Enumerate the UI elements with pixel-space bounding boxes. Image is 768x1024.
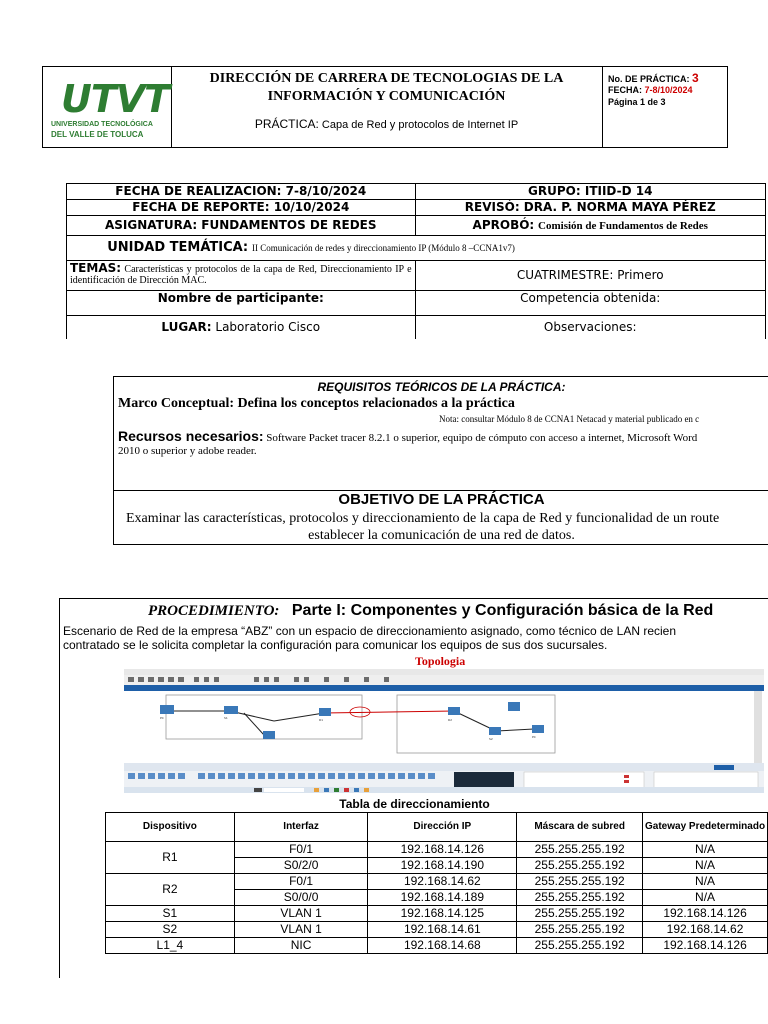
- temas-label: TEMAS:: [70, 261, 122, 275]
- gateway-cell: N/A: [643, 842, 768, 858]
- logo-line-1: UNIVERSIDAD TECNOLÓGICA: [51, 121, 153, 128]
- observaciones: Observaciones:: [415, 316, 766, 339]
- interface-cell: F0/1: [234, 842, 368, 858]
- asignatura: ASIGNATURA: FUNDAMENTOS DE REDES: [67, 216, 416, 236]
- info-row: [67, 316, 766, 339]
- practice-meta: [602, 67, 729, 147]
- interface-cell: NIC: [234, 938, 368, 954]
- aprobo: [415, 216, 766, 236]
- fecha-reporte: FECHA DE REPORTE: 10/10/2024: [67, 200, 416, 216]
- reviso: REVISÓ: DRA. P. NORMA MAYA PÉREZ: [415, 200, 766, 216]
- practica-label: PRÁCTICA:: [254, 117, 319, 131]
- mask-cell: 255.255.255.192: [517, 906, 643, 922]
- gateway-cell: N/A: [643, 858, 768, 874]
- aprobo-value: Comisión de Fundamentos de Redes: [538, 219, 708, 232]
- unidad-label: UNIDAD TEMÁTICA:: [107, 240, 249, 255]
- title-line-1: DIRECCIÓN DE CARRERA DE TECNOLOGIAS DE LA: [209, 71, 564, 86]
- info-table: [66, 183, 766, 339]
- practice-number-label: No. DE PRÁCTICA:: [608, 74, 690, 84]
- ip-cell: 192.168.14.189: [368, 890, 517, 906]
- practice-date-label: FECHA:: [608, 85, 642, 95]
- table-row: [106, 922, 768, 938]
- table-row: [106, 906, 768, 922]
- practice-date-value: 7-8/10/2024: [644, 85, 693, 95]
- device-cell: R2: [106, 874, 235, 906]
- info-row: [67, 216, 766, 236]
- mask-cell: 255.255.255.192: [517, 890, 643, 906]
- requisitos-box: [113, 376, 768, 545]
- interface-cell: F0/1: [234, 874, 368, 890]
- gateway-cell: N/A: [643, 874, 768, 890]
- recursos-value: Software Packet tracer 8.2.1 o superior, equipo de cómputo con acceso a internet, Microsoft Word: [266, 432, 698, 444]
- recursos: [118, 428, 697, 444]
- grupo: GRUPO: ITIID-D 14: [415, 184, 766, 200]
- mask-cell: 255.255.255.192: [517, 874, 643, 890]
- info-row: [67, 236, 766, 261]
- col-header: Gateway Predeterminado: [643, 813, 768, 842]
- fecha-realizacion: FECHA DE REALIZACION: 7-8/10/2024: [67, 184, 416, 200]
- info-row: [67, 261, 766, 291]
- objetivo-line-2: establecer la comunicación de una red de datos.: [308, 528, 575, 543]
- gateway-cell: 192.168.14.126: [643, 906, 768, 922]
- ip-cell: 192.168.14.125: [368, 906, 517, 922]
- mask-cell: 255.255.255.192: [517, 858, 643, 874]
- info-row: [67, 291, 766, 316]
- svg-text:R2: R2: [448, 718, 452, 722]
- mask-cell: 255.255.255.192: [517, 842, 643, 858]
- objetivo-line-1: Examinar las características, protocolos y direccionamiento de la capa de Red y funcionalidad de un route: [126, 511, 720, 526]
- topology-screenshot: [124, 669, 764, 793]
- scenario-line-2: contratado se le solicita completar la configuración para comunicar los equipos de sus dos sucursales.: [63, 638, 608, 652]
- tabla-title: Tabla de direccionamiento: [339, 797, 490, 811]
- ip-cell: 192.168.14.68: [368, 938, 517, 954]
- practica-value: Capa de Red y protocolos de Internet IP: [321, 119, 519, 131]
- practice-number-value: 3: [692, 71, 699, 85]
- practice-number: [608, 71, 699, 85]
- gateway-cell: 192.168.14.62: [643, 922, 768, 938]
- procedimiento-label: PROCEDIMIENTO:: [148, 603, 280, 619]
- info-row: [67, 184, 766, 200]
- info-row: [67, 200, 766, 216]
- procedimiento-heading: [148, 602, 713, 620]
- lugar: [67, 316, 416, 339]
- ip-cell: 192.168.14.190: [368, 858, 517, 874]
- device-cell: S2: [106, 922, 235, 938]
- unidad-value: II Comunicación de redes y direccionamiento IP (Módulo 8 –CCNA1v7): [251, 243, 515, 253]
- recursos-line-2: 2010 o superior y adobe reader.: [118, 445, 257, 457]
- scenario-line-1: Escenario de Red de la empresa “ABZ” con un espacio de direccionamiento asignado, como técnico de LAN recien: [63, 624, 677, 638]
- recursos-label: Recursos necesarios:: [118, 428, 264, 444]
- device-cell: R1: [106, 842, 235, 874]
- svg-text:S1: S1: [224, 716, 228, 720]
- topologia-title: Topologia: [415, 654, 466, 668]
- packet-tracer-window: [124, 669, 764, 793]
- temas: [67, 261, 416, 291]
- table-row: [106, 842, 768, 858]
- interface-cell: VLAN 1: [234, 906, 368, 922]
- cuatrimestre: CUATRIMESTRE: Primero: [415, 261, 766, 291]
- document-title: [171, 70, 602, 106]
- device-cell: L1_4: [106, 938, 235, 954]
- col-header: Dirección IP: [368, 813, 517, 842]
- mask-cell: 255.255.255.192: [517, 922, 643, 938]
- table-row: [106, 874, 768, 890]
- interface-cell: S0/2/0: [234, 858, 368, 874]
- svg-text:PC: PC: [160, 716, 164, 720]
- ip-cell: 192.168.14.61: [368, 922, 517, 938]
- parte-title: Parte I: Componentes y Configuración básica de la Red: [291, 602, 714, 619]
- addressing-table: [105, 812, 768, 954]
- utvt-logo: UTVT: [61, 77, 170, 121]
- gateway-cell: 192.168.14.126: [643, 938, 768, 954]
- interface-cell: S0/0/0: [234, 890, 368, 906]
- aprobo-label: APROBÓ:: [472, 217, 535, 232]
- table-header-row: [106, 813, 768, 842]
- page-number: Página 1 de 3: [608, 97, 666, 107]
- unidad-tematica: [67, 236, 766, 261]
- practice-date: [608, 85, 693, 95]
- interface-cell: VLAN 1: [234, 922, 368, 938]
- nota: Nota: consultar Módulo 8 de CCNA1 Netacad y material publicado en c: [439, 414, 700, 424]
- device-cell: S1: [106, 906, 235, 922]
- competencia: Competencia obtenida:: [415, 291, 766, 316]
- ip-cell: 192.168.14.126: [368, 842, 517, 858]
- lugar-label: LUGAR:: [161, 319, 212, 334]
- svg-text:R1: R1: [319, 718, 323, 722]
- document-header: [42, 66, 728, 148]
- col-header: Dispositivo: [106, 813, 235, 842]
- objetivo-title: OBJETIVO DE LA PRÁCTICA: [338, 491, 545, 508]
- svg-text:PC: PC: [532, 735, 536, 739]
- mask-cell: 255.255.255.192: [517, 938, 643, 954]
- svg-text:S2: S2: [489, 737, 493, 741]
- lugar-value: Laboratorio Cisco: [215, 319, 321, 334]
- logo-line-2: DEL VALLE DE TOLUCA: [51, 130, 144, 139]
- practica-line: [171, 117, 602, 131]
- logo-cell: [43, 67, 172, 147]
- col-header: Interfaz: [234, 813, 368, 842]
- marco-conceptual: Marco Conceptual: Defina los conceptos relacionados a la práctica: [118, 396, 515, 411]
- participante: Nombre de participante:: [67, 291, 416, 316]
- gateway-cell: N/A: [643, 890, 768, 906]
- col-header: Máscara de subred: [517, 813, 643, 842]
- ip-cell: 192.168.14.62: [368, 874, 517, 890]
- table-row: [106, 938, 768, 954]
- temas-value: Características y protocolos de la capa de Red, Direccionamiento IP e identificación de Dirección MAC.: [70, 264, 412, 286]
- requisitos-title: REQUISITOS TEÓRICOS DE LA PRÁCTICA:: [317, 380, 566, 394]
- title-line-2: INFORMACIÓN Y COMUNICACIÓN: [267, 89, 506, 104]
